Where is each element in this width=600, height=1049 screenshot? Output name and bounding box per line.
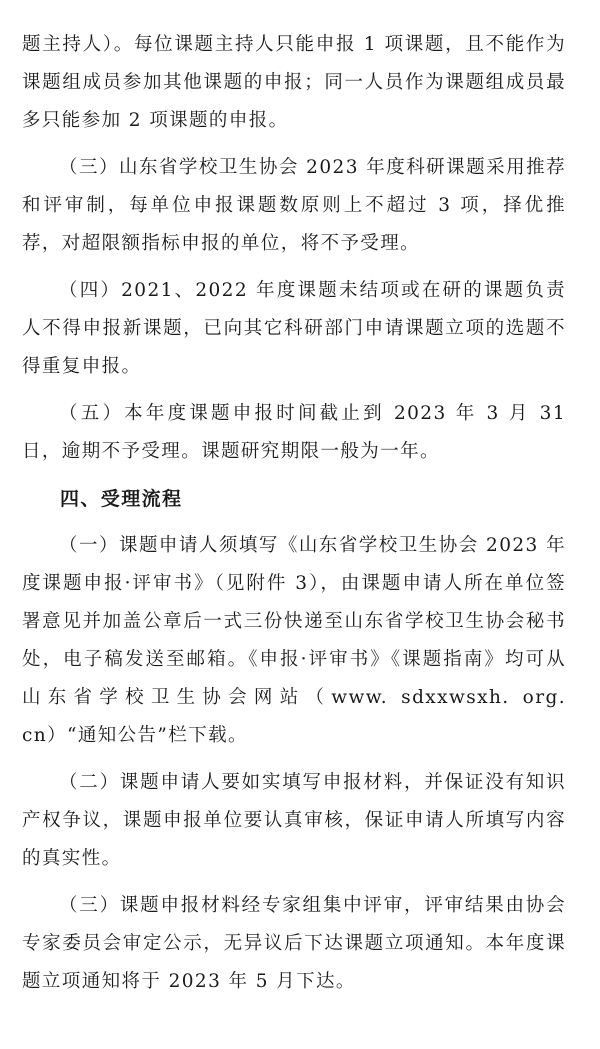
paragraph-process-2: （二）课题申请人要如实填写申报材料，并保证没有知识产权争议，课题申报单位要认真审核，保证申请人所填写内容的真实性。 xyxy=(22,772,566,869)
paragraph-process-1: （一）课题申请人须填写《山东省学校卫生协会 2023 年度课题申报·评审书》（见附件 3），由课题申请人所在单位签署意见并加盖公章后一式三份快递至山东省学校卫生协会秘书处，电子稿发送至邮箱。《申报·评审书》《课题指南》均可从山东省学校卫生协会网站（www. sdxxwsxh. org. cn）“通知公告”栏下载。 xyxy=(22,535,566,746)
paragraph-item-3: （三）山东省学校卫生协会 2023 年度科研课题采用推荐和评审制，每单位申报课题数原则上不超过 3 项，择优推荐，对超限额指标申报的单位，将不予受理。 xyxy=(22,157,566,254)
paragraph-continuation: 题主持人）。每位课题主持人只能申报 1 项课题，且不能作为课题组成员参加其他课题的申报；同一人员作为课题组成员最多只能参加 2 项课题的申报。 xyxy=(22,34,566,131)
paragraph-item-5: （五）本年度课题申报时间截止到 2023 年 3 月 31 日，逾期不予受理。课题研究期限一般为一年。 xyxy=(22,403,566,462)
paragraph-process-3: （三）课题申报材料经专家组集中评审，评审结果由协会专家委员会审定公示，无异议后下达课题立项通知。本年度课题立项通知将于 2023 年 5 月下达。 xyxy=(22,895,566,992)
section-heading: 四、受理流程 xyxy=(60,488,183,510)
paragraph-item-4: （四）2021、2022 年度课题未结项或在研的课题负责人不得申报新课题，已向其它科研部门申请课题立项的选题不得重复申报。 xyxy=(22,280,566,377)
